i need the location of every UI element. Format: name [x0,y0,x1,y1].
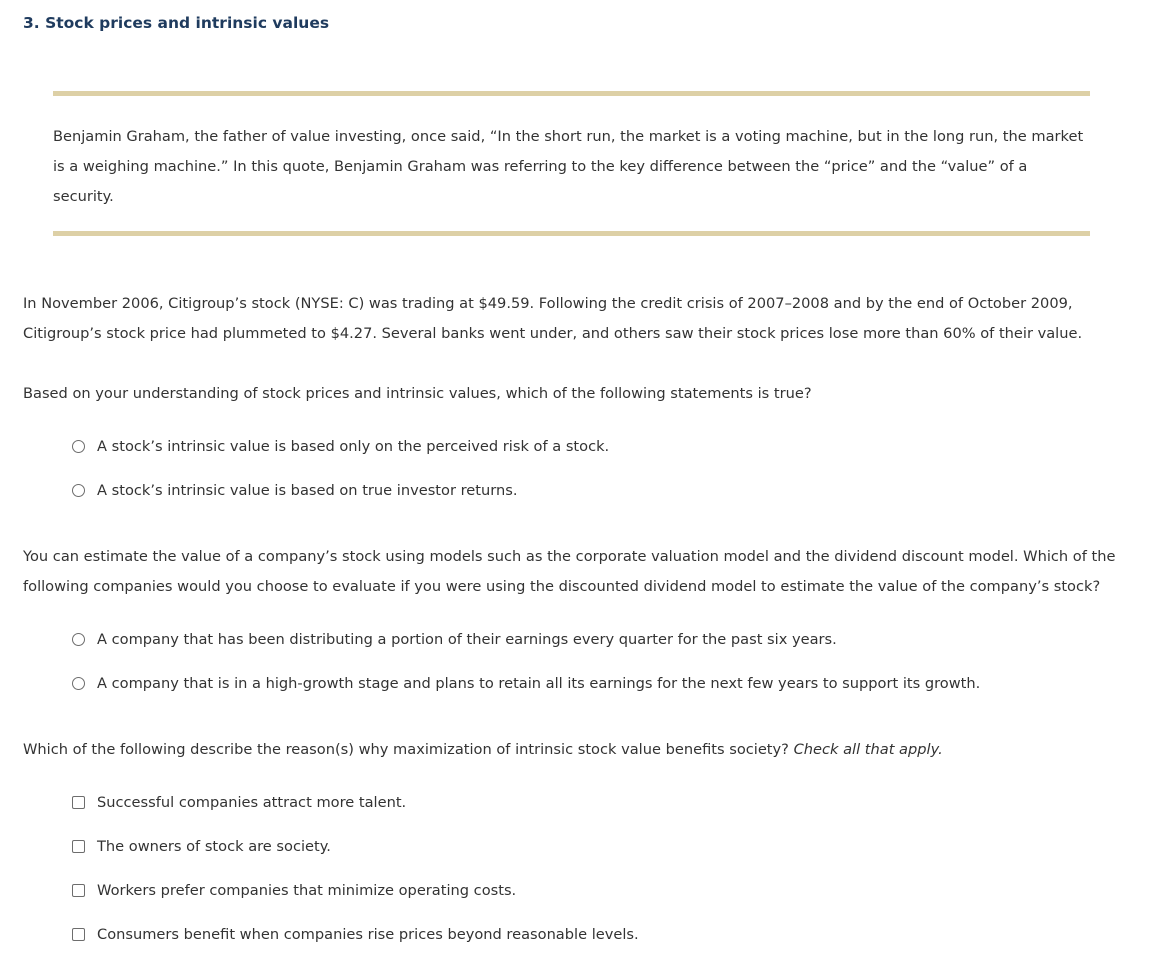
quote-box [53,91,1090,236]
checkbox[interactable] [72,884,85,897]
q3-option-4-label[interactable]: Consumers benefit when companies rise prices beyond reasonable levels. [97,925,639,943]
q3-option-1[interactable] [72,791,406,813]
q2-option-2[interactable] [72,672,980,694]
q3-option-1-label[interactable]: Successful companies attract more talent. [97,793,407,811]
question2-prompt: You can estimate the value of a company’s stock using models such as the corporate valuation model and the dividend discount model. Which of the following companies would you choose to evaluate if you were using the discounted dividend model to estimate the value of the company’s stock? [23,548,1116,595]
q2-option-2-label[interactable]: A company that is in a high-growth stage and plans to retain all its earnings for the next few years to support its growth. [97,674,981,692]
q1-option-1[interactable] [72,435,609,457]
checkbox[interactable] [72,796,85,809]
quote-top-rule [53,91,1090,96]
radio-button[interactable] [72,677,85,690]
question3-prompt-text: Which of the following describe the reason(s) why maximization of intrinsic stock value benefits society? [23,741,789,758]
radio-button[interactable] [72,633,85,646]
q3-option-3[interactable] [72,879,516,901]
citigroup-intro: In November 2006, Citigroup’s stock (NYSE: C) was trading at $49.59. Following the credit crisis of 2007–2008 and by the end of October 2009, Citigroup’s stock price had plummeted to $4.27. Several banks went under, and others saw their stock prices lose more than 60% of their value. [23,295,1083,342]
q3-option-2-label[interactable]: The owners of stock are society. [97,837,331,855]
q3-option-3-label[interactable]: Workers prefer companies that minimize operating costs. [97,881,517,899]
q2-option-1-label[interactable]: A company that has been distributing a portion of their earnings every quarter for the past six years. [97,630,837,648]
section-heading: 3. Stock prices and intrinsic values [23,14,330,32]
q1-option-2-label[interactable]: A stock’s intrinsic value is based on true investor returns. [97,481,518,499]
radio-button[interactable] [72,440,85,453]
quote-bottom-rule [53,231,1090,236]
checkbox[interactable] [72,840,85,853]
q3-option-2[interactable] [72,835,331,857]
checkbox[interactable] [72,928,85,941]
question1-prompt: Based on your understanding of stock prices and intrinsic values, which of the following statements is true? [23,385,812,402]
check-all-instruction: Check all that apply. [793,741,943,758]
graham-quote: Benjamin Graham, the father of value investing, once said, “In the short run, the market is a voting machine, but in the long run, the market is a weighing machine.” In this quote, Benjamin Graham was referring to the key difference between the “price” and the “value” of a security. [53,128,1084,205]
q2-option-1[interactable] [72,628,837,650]
q1-option-1-label[interactable]: A stock’s intrinsic value is based only on the perceived risk of a stock. [97,437,610,455]
q3-option-4[interactable] [72,923,639,945]
radio-button[interactable] [72,484,85,497]
q1-option-2[interactable] [72,479,517,501]
question3-prompt [23,735,1153,765]
